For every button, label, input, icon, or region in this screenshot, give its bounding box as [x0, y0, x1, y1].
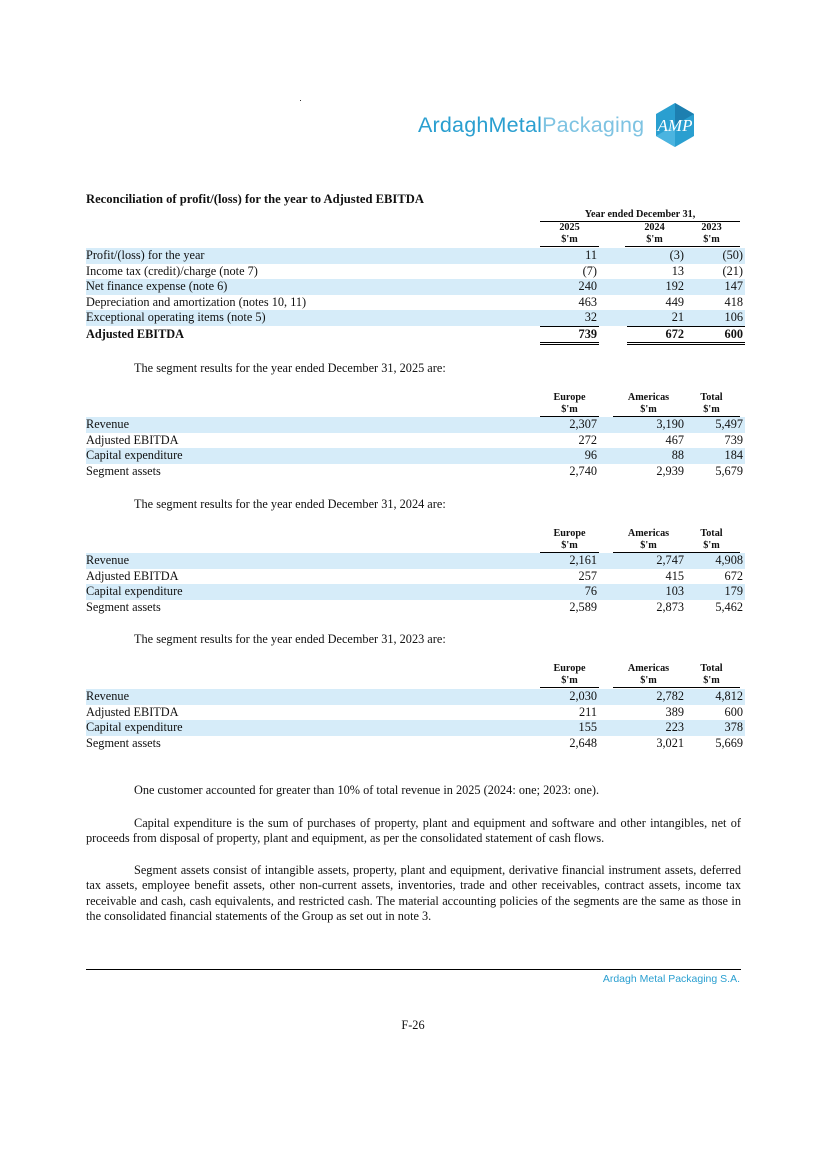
- table-row: Segment assets 2,740 2,939 5,679: [86, 463, 743, 478]
- table-row: Net finance expense (note 6) 240 192 147: [86, 279, 743, 293]
- table-row: Depreciation and amortization (notes 10, 11) 463 449 418: [86, 294, 743, 309]
- year-ended-header: Year ended December 31,: [540, 209, 740, 222]
- table-row: Capital expenditure 155 223 378: [86, 720, 743, 734]
- col-header-total: Total $'m: [683, 663, 740, 688]
- reconciliation-table: [86, 248, 745, 345]
- table-row: Exceptional operating items (note 5) 32 21 106: [86, 310, 743, 325]
- segment-table-2024: [86, 553, 745, 615]
- col-header-total: Total $'m: [683, 392, 740, 417]
- svg-text:AMP: AMP: [657, 116, 693, 135]
- table-row: Adjusted EBITDA 211 389 600: [86, 704, 743, 719]
- capex-paragraph: Capital expenditure is the sum of purchases of property, plant and equipment and software and other intangibles, net of proceeds from disposal of property, plant and equipment, as per the consolidated statement of cash flows.: [86, 816, 741, 846]
- amp-logo-icon: [652, 102, 698, 148]
- table-row: Income tax (credit)/charge (note 7) (7) 13 (21): [86, 263, 743, 278]
- col-header-europe: Europe $'m: [540, 663, 599, 688]
- table-row: Adjusted EBITDA 272 467 739: [86, 432, 743, 447]
- page-number: F-26: [401, 1018, 425, 1032]
- col-header-americas: Americas $'m: [613, 663, 684, 688]
- table-row: Revenue 2,307 3,190 5,497: [86, 417, 743, 431]
- stray-dot: [300, 100, 301, 101]
- reconciliation-title: Reconciliation of profit/(loss) for the year to Adjusted EBITDA: [86, 192, 424, 206]
- col-header-europe: Europe $'m: [540, 392, 599, 417]
- segment-table-2025: [86, 417, 745, 479]
- segment-intro-2025: The segment results for the year ended December 31, 2025 are:: [134, 361, 446, 375]
- table-row: Capital expenditure 96 88 184: [86, 448, 743, 462]
- table-row: Segment assets 2,648 3,021 5,669: [86, 735, 743, 750]
- table-row: Adjusted EBITDA 257 415 672: [86, 568, 743, 583]
- footer-divider: [86, 969, 741, 970]
- segment-intro-2024: The segment results for the year ended December 31, 2024 are:: [134, 497, 446, 511]
- col-header-americas: Americas $'m: [613, 392, 684, 417]
- col-header-americas: Americas $'m: [613, 528, 684, 553]
- logo-wordmark: ArdaghMetalPackaging: [418, 112, 645, 137]
- segment-table-2023: [86, 689, 745, 751]
- customer-paragraph: One customer accounted for greater than 10% of total revenue in 2025 (2024: one; 2023: one).: [134, 783, 600, 797]
- col-header-2025: 2025 $'m: [540, 222, 599, 247]
- table-row: Capital expenditure 76 103 179: [86, 584, 743, 598]
- table-row: Revenue 2,161 2,747 4,908: [86, 553, 743, 567]
- col-header-2024: 2024 $'m: [625, 222, 684, 247]
- table-row: Revenue 2,030 2,782 4,812: [86, 689, 743, 703]
- table-row: Profit/(loss) for the year 11 (3) (50): [86, 248, 743, 262]
- company-logo: [418, 103, 698, 147]
- segment-assets-paragraph: Segment assets consist of intangible assets, property, plant and equipment, derivative financial instrument assets, deferred tax assets, employee benefit assets, other non-current assets, inventories, trade and other receivables, contract assets, income tax receivable and cash, cash equivalents, and restricted cash. The material accounting policies of the segments are the same as those in the consolidated financial statements of the Group as set out in note 3.: [86, 863, 741, 923]
- col-header-2023: 2023 $'m: [683, 222, 740, 247]
- total-row: Adjusted EBITDA 739 672 600: [86, 326, 745, 344]
- table-row: Segment assets 2,589 2,873 5,462: [86, 599, 743, 614]
- col-header-total: Total $'m: [683, 528, 740, 553]
- col-header-europe: Europe $'m: [540, 528, 599, 553]
- footer-company-name: Ardagh Metal Packaging S.A.: [602, 973, 740, 985]
- segment-intro-2023: The segment results for the year ended December 31, 2023 are:: [134, 632, 446, 646]
